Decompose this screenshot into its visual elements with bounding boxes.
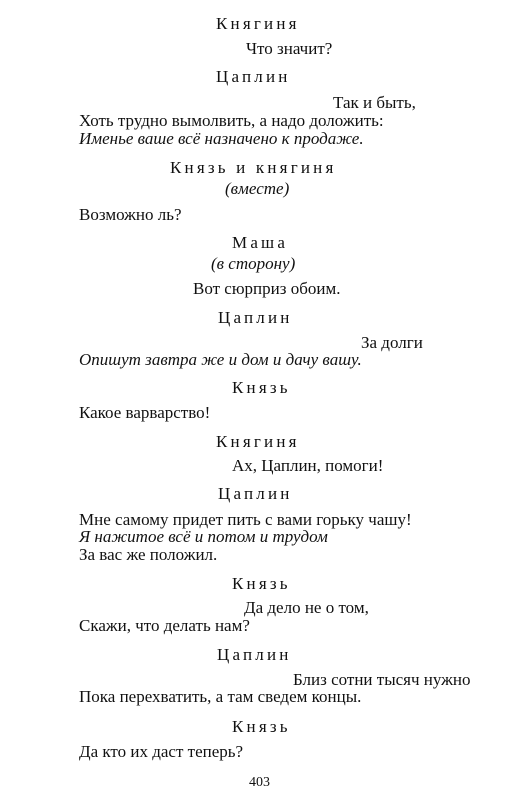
speaker-name: Княгиня xyxy=(216,432,300,451)
speaker-name: Цаплин xyxy=(216,67,291,86)
speaker-name: Цаплин xyxy=(218,484,293,503)
verse-line: Да дело не о том, xyxy=(244,598,369,617)
speaker-name: Маша xyxy=(232,233,289,252)
verse-line: Я нажитое всё и потом и трудом xyxy=(79,527,328,546)
verse-line: Опишут завтра же и дом и дачу вашу. xyxy=(79,350,362,369)
stage-direction: (вместе) xyxy=(225,179,290,198)
verse-line: Так и быть, xyxy=(333,93,416,112)
speaker-name: Княгиня xyxy=(216,14,300,33)
speaker-name: Князь xyxy=(232,574,291,593)
page-number: 403 xyxy=(249,775,270,790)
speaker-name: Князь xyxy=(232,717,291,736)
verse-line: Вот сюрприз обоим. xyxy=(193,279,341,298)
verse-line: Близ сотни тысяч нужно xyxy=(293,670,471,689)
verse-line: Именье ваше всё назначено к продаже. xyxy=(79,129,364,148)
speaker-name: Цаплин xyxy=(218,308,293,327)
verse-line: Какое варварство! xyxy=(79,403,211,422)
verse-line: Пока перехватить, а там сведем концы. xyxy=(79,687,362,706)
verse-line: Ах, Цаплин, помоги! xyxy=(232,456,384,475)
verse-line: За долги xyxy=(361,333,423,352)
verse-line: Скажи, что делать нам? xyxy=(79,616,250,635)
speaker-name: Князь xyxy=(232,378,291,397)
verse-line: За вас же положил. xyxy=(79,545,218,564)
verse-line: Возможно ль? xyxy=(79,205,182,224)
verse-line: Что значит? xyxy=(246,39,333,58)
speaker-name: Князь и княгиня xyxy=(170,158,337,177)
speaker-name: Цаплин xyxy=(217,645,292,664)
verse-line: Да кто их даст теперь? xyxy=(79,742,244,761)
verse-line: Хоть трудно вымолвить, а надо доложить: xyxy=(79,111,384,130)
verse-line: Мне самому придет пить с вами горьку чашу! xyxy=(79,510,412,529)
stage-direction: (в сторону) xyxy=(211,254,296,273)
